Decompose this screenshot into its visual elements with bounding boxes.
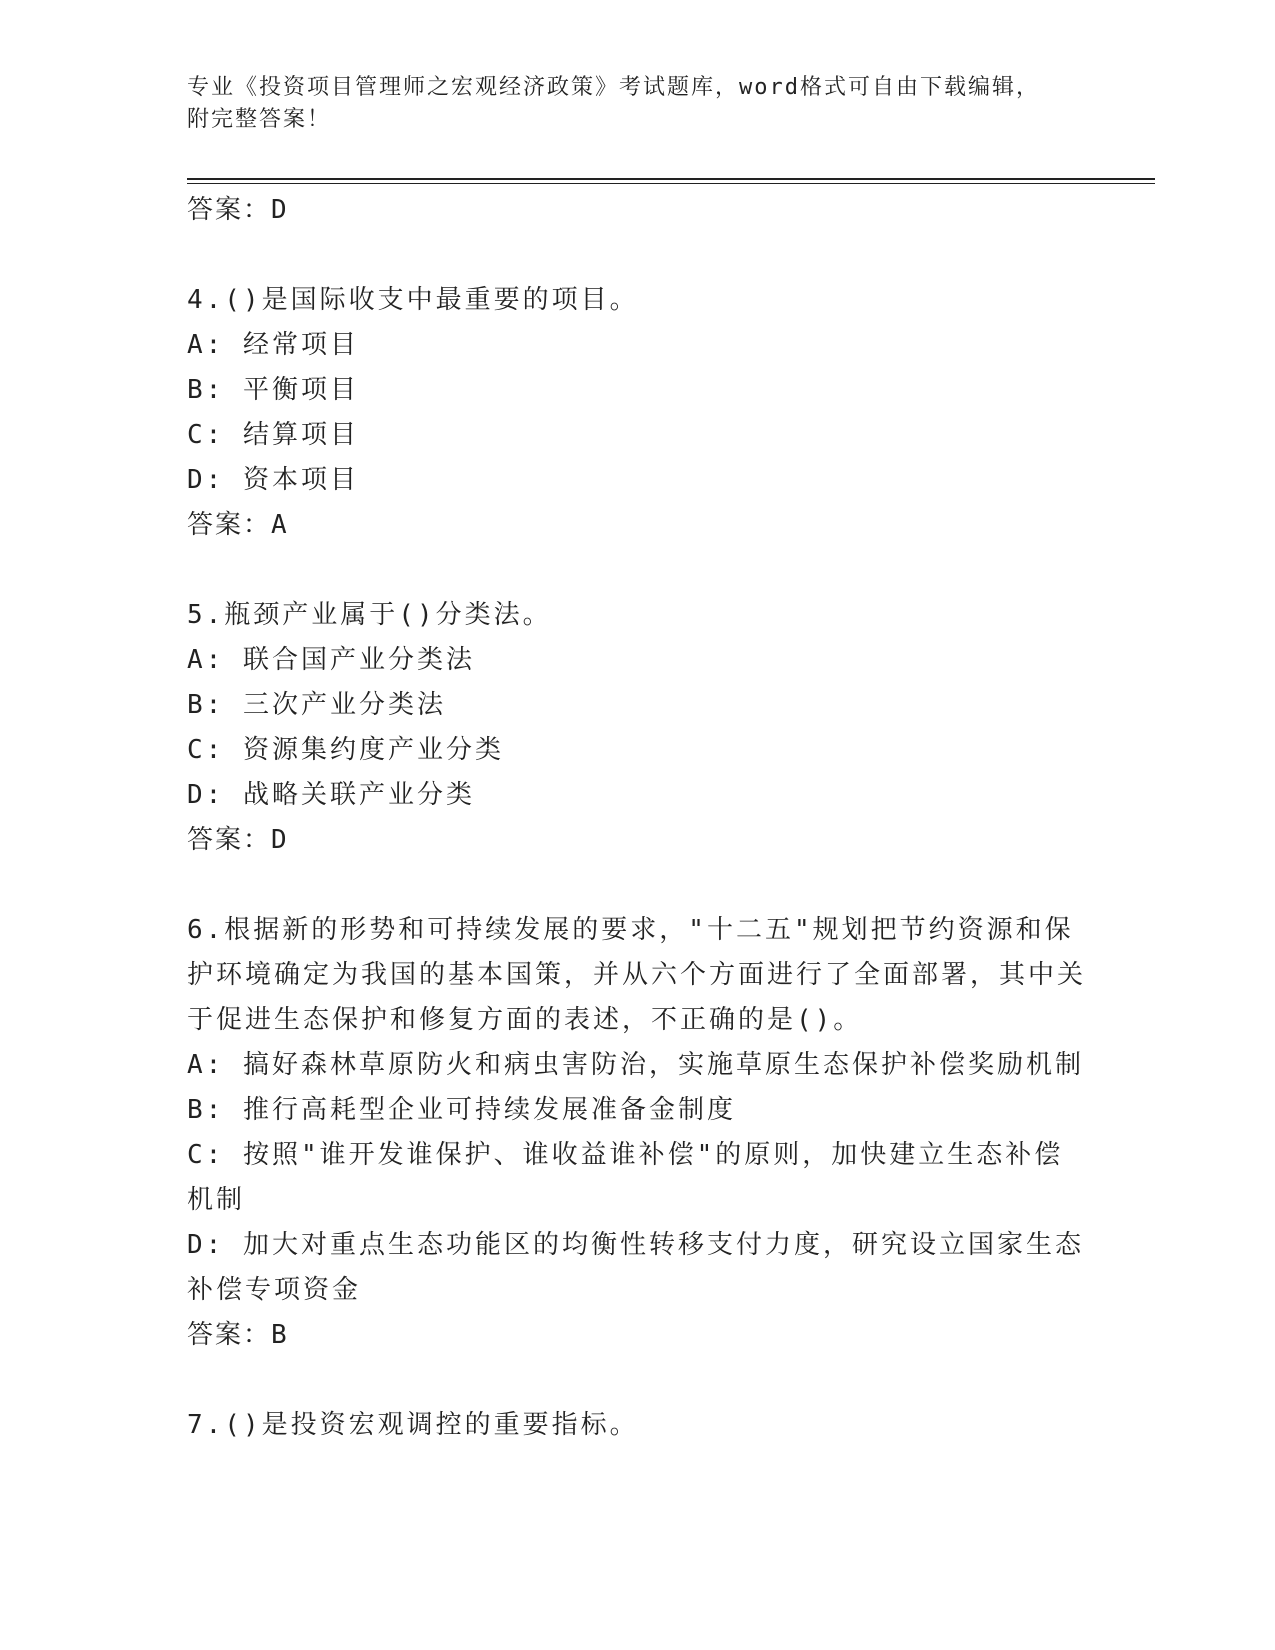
answer-line: 答案：D <box>187 825 289 855</box>
option-d: D: 战略关联产业分类 <box>187 780 475 810</box>
header-divider-thin <box>187 183 1155 184</box>
option-a: A: 联合国产业分类法 <box>187 645 475 675</box>
header-line-2: 附完整答案！ <box>187 107 332 132</box>
option-d: D: 加大对重点生态功能区的均衡性转移支付力度，研究设立国家生态补偿专项资金 <box>187 1230 1084 1305</box>
option-a: A: 搞好森林草原防火和病虫害防治，实施草原生态保护补偿奖励机制 <box>187 1050 1084 1080</box>
document-header <box>187 72 1067 136</box>
header-line-1: 专业《投资项目管理师之宏观经济政策》考试题库，word格式可自由下载编辑， <box>187 75 1040 100</box>
answer-line: 答案：D <box>187 195 289 225</box>
answer-line: 答案：A <box>187 510 289 540</box>
question-6 <box>187 908 1087 1357</box>
question-text: 7.()是投资宏观调控的重要指标。 <box>187 1410 639 1440</box>
question-5 <box>187 593 1087 862</box>
option-d: D: 资本项目 <box>187 465 359 495</box>
option-c: C: 资源集约度产业分类 <box>187 735 504 765</box>
question-text: 6.根据新的形势和可持续发展的要求，"十二五"规划把节约资源和保护环境确定为我国的基本国策，并从六个方面进行了全面部署，其中关于促进生态保护和修复方面的表述，不正确的是()。 <box>187 915 1087 1035</box>
question-text: 4.()是国际收支中最重要的项目。 <box>187 285 639 315</box>
option-b: B: 推行高耗型企业可持续发展准备金制度 <box>187 1095 736 1125</box>
option-c: C: 按照"谁开发谁保护、谁收益谁补偿"的原则，加快建立生态补偿机制 <box>187 1140 1064 1215</box>
option-b: B: 平衡项目 <box>187 375 359 405</box>
header-divider-thick <box>187 178 1155 180</box>
question-7 <box>187 1403 1087 1448</box>
option-a: A: 经常项目 <box>187 330 359 360</box>
question-text: 5.瓶颈产业属于()分类法。 <box>187 600 552 630</box>
option-b: B: 三次产业分类法 <box>187 690 446 720</box>
answer-line: 答案：B <box>187 1320 289 1350</box>
option-c: C: 结算项目 <box>187 420 359 450</box>
document-body <box>187 188 1087 1448</box>
question-4 <box>187 278 1087 547</box>
